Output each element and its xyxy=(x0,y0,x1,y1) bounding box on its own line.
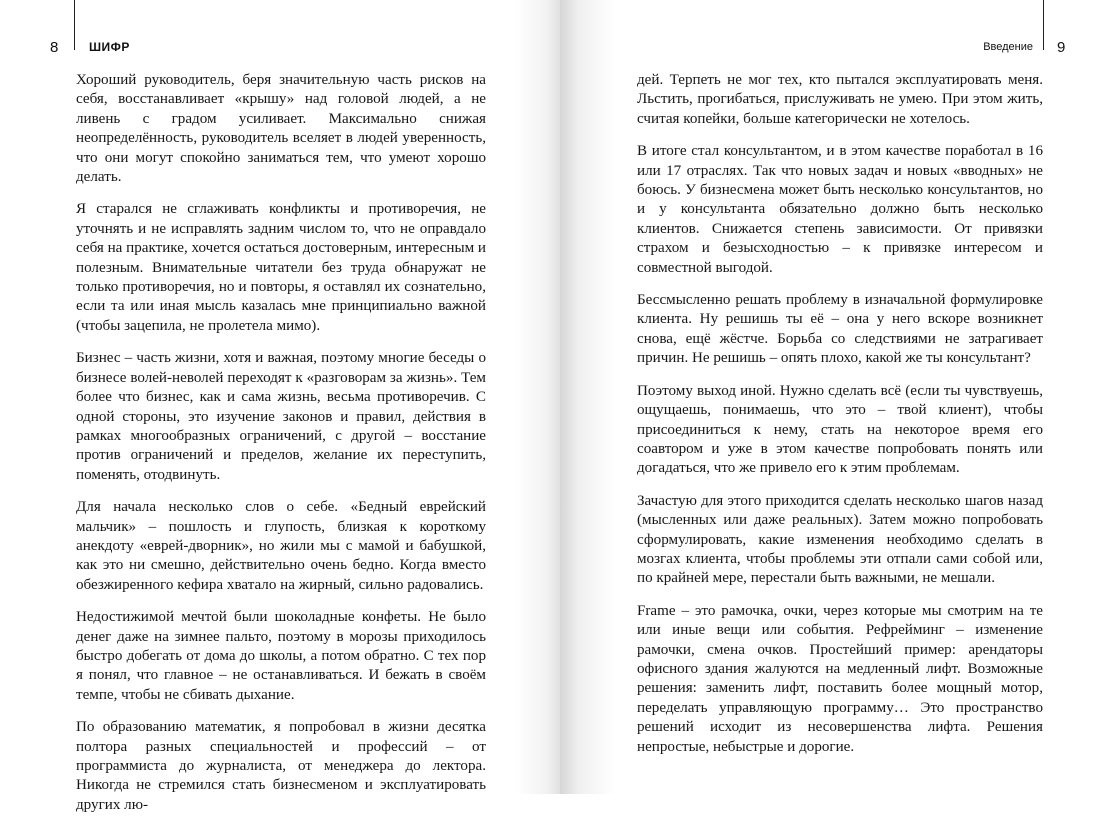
left-text-column xyxy=(76,71,486,828)
paragraph: Я старался не сглаживать конфликты и противоречия, не уточнять и не исправлять задним числом то, что не оправдало себя на практике, хочется остаться достоверным, интересным и полезным. Внимательные читатели без труда обнаружат не только противоречия, но и повторы, я оставлял их сознательно, если та или иная мысль казалась мне принципиально важной (чтобы зацепила, не пролетела мимо). xyxy=(76,201,486,334)
paragraph: Зачастую для этого приходится сделать несколько шагов назад (мысленных или даже реальных). Затем можно попробовать сформулировать, какие изменения необходимо сделать в мозгах клиента, чтобы проблемы эти отпали сами собой или, по крайней мере, перестали быть важными, не мешали. xyxy=(637,492,1043,587)
paragraph: Для начала несколько слов о себе. «Бедный еврейский мальчик» – пошлость и глупость, близкая к короткому анекдоту «еврей-дворник», но жили мы с мамой и бабушкой, как это ни смешно, действительно очень бедно. Когда вместо обезжиренного кефира хватало на жирный, сильно радовались. xyxy=(76,499,486,593)
right-text-column xyxy=(637,71,1043,770)
paragraph: Frame – это рамочка, очки, через которые мы смотрим на те или иные вещи или события. Рефрейминг – изменение рамочки, смена очков. Простейший пример: арендаторы офисного здания жалуются на медленный лифт. Возможные решения: заменить лифт, поставить более мощный мотор, переделать управляющую программу… Это пространство решений исходит из несовершенства лифта. Решения непростые, небыстрые и дорогие. xyxy=(637,602,1043,755)
paragraph: По образованию математик, я попробовал в жизни десятка полтора разных специальностей и профессий – от программиста до журналиста, от менеджера до лектора. Никогда не стремился стать бизнесменом и эксплуатировать других лю- xyxy=(76,719,486,813)
paragraph: В итоге стал консультантом, и в этом качестве поработал в 16 или 17 отраслях. Так что новых задач и новых «вводных» не боюсь. У бизнесмена может быть несколько консультантов, но и у консультанта обязательно должно быть несколько клиентов. Снижается степень зависимости. От привязки страхом и безысходностью – к привязке интересом и совместной выгодой. xyxy=(637,143,1043,276)
paragraph: Бессмысленно решать проблему в изначальной формулировке клиента. Ну решишь ты её – она у него вскоре возникнет снова, ещё жёстче. Борьба со следствиями не затрагивает причин. Не решишь – опять плохо, какой же ты консультант? xyxy=(637,292,1043,367)
paragraph: Поэтому выход иной. Нужно сделать всё (если ты чувствуешь, ощущаешь, понимаешь, что это – твой клиент), чтобы присоединиться к нему, стать на некоторое время его соавтором и уже в этом качестве попробовать понять или догадаться, что же привело его к этим проблемам. xyxy=(637,382,1043,477)
paragraph: Хороший руководитель, беря значительную часть рисков на себя, восстанавливает «крышу» над головой людей, а не ливень с градом усиливает. Максимально снижая неопределённость, руководитель вселяет в людей уверенность, что они могут спокойно заниматься тем, что умеют хорошо делать. xyxy=(76,72,486,186)
paragraph: Недостижимой мечтой были шоколадные конфеты. Не было денег даже на зимнее пальто, поэтому в морозы приходилось быстро добегать от дома до школы, а потом обратно. С тех пор я понял, что главное – не останавливаться. И бежать в своём темпе, чтобы не сбивать дыхание. xyxy=(76,609,486,703)
running-head-chapter-title: Введение xyxy=(983,41,1033,53)
header-rule-left xyxy=(74,0,75,50)
header-rule-right xyxy=(1043,0,1044,50)
paragraph: Бизнес – часть жизни, хотя и важная, поэтому многие беседы о бизнесе волей-неволей переходят к «разговорам за жизнь». Тем более что бизнес, как и сама жизнь, весьма противоречив. С одной стороны, это изучение законов и правил, действия в рамках многообразных ограничений, с другой – восстание против ограничений и пределов, желание их переступить, поменять, отодвинуть. xyxy=(76,350,486,483)
right-page xyxy=(560,0,1119,794)
running-head-book-title: ШИФР xyxy=(89,40,130,54)
page-number-right: 9 xyxy=(1057,39,1066,56)
page-number-left: 8 xyxy=(50,39,59,56)
paragraph: дей. Терпеть не мог тех, кто пытался эксплуатировать меня. Льстить, прогибаться, прислуживать не умею. При этом жить, считая копейки, больше категорически не хотелось. xyxy=(637,72,1043,127)
left-page xyxy=(0,0,559,813)
